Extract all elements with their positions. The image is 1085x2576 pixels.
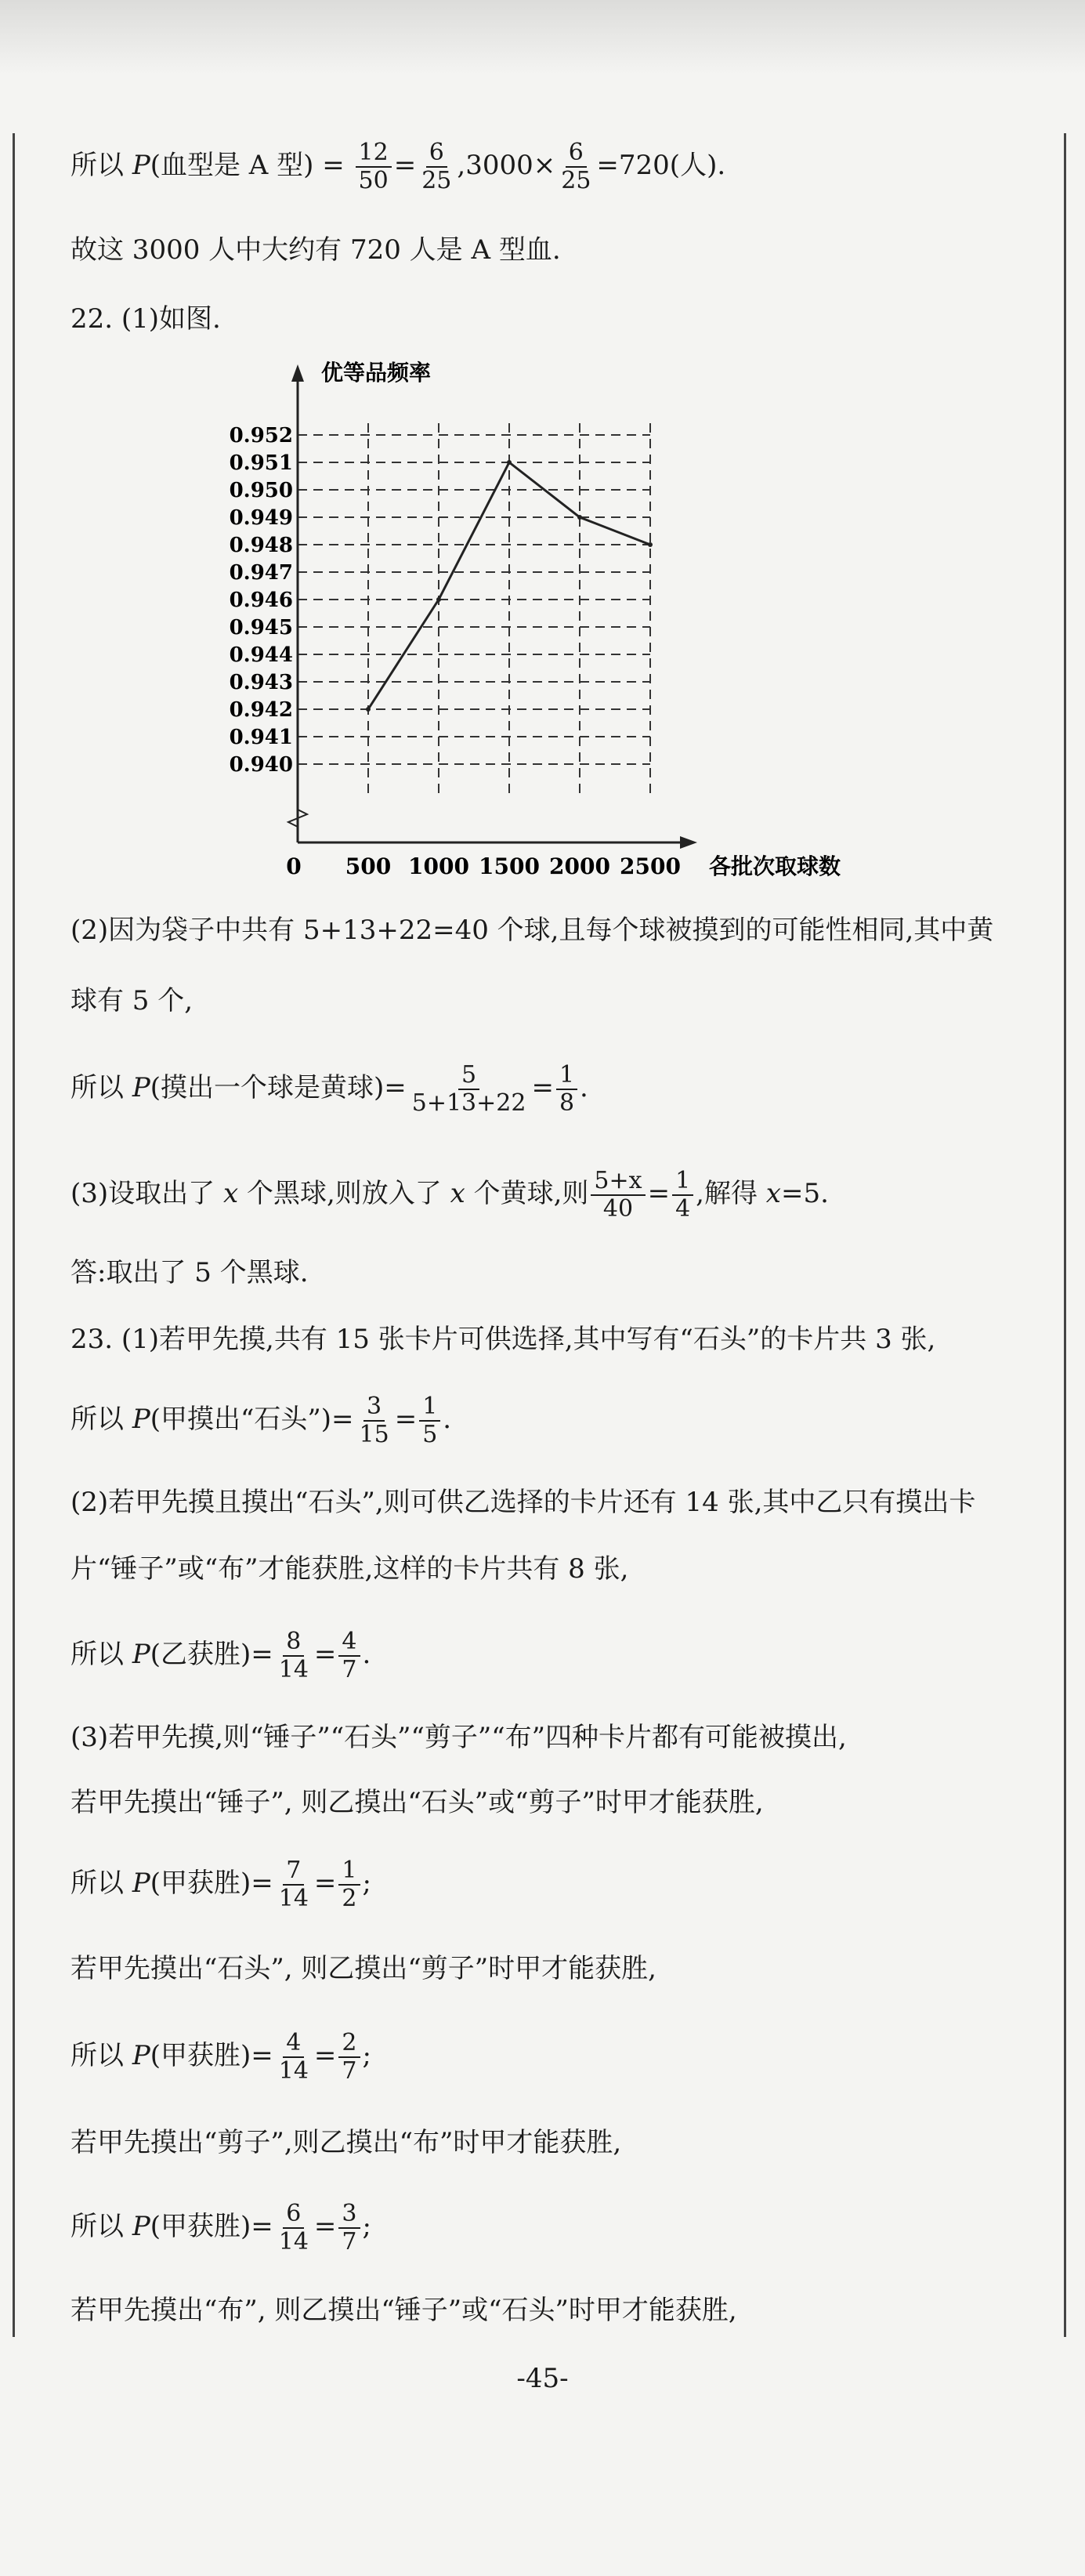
denominator: 15 [359,1421,389,1448]
equals: = [313,2040,337,2071]
data-point [436,597,441,602]
paren: ( [150,1868,161,1899]
equals: = [322,150,345,181]
y-tick-label: 0.952 [229,424,293,447]
text: (3)设取出了 [71,1178,215,1209]
equals: = [531,1072,554,1103]
numerator: 4 [338,1629,360,1657]
numerator: 3 [338,2201,360,2229]
fraction [276,2030,312,2085]
text: 所以 [71,1868,124,1899]
y-tick-label: 0.943 [229,671,293,694]
paren: ( [150,1404,161,1435]
fraction [558,139,594,194]
chart-axes [288,364,697,849]
numerator: 1 [672,1168,693,1196]
text: 所以 [71,2040,124,2071]
equals: = [313,2211,337,2242]
variable: x [450,1178,465,1209]
equals: = [384,1072,407,1103]
line-q22-2b: 球有 5 个, [71,985,193,1016]
numerator: 6 [566,139,587,168]
line-a-wins-probability-3 [71,2201,371,2255]
denominator: 7 [342,2057,357,2085]
text: 所以 [71,1072,124,1103]
denominator: 7 [342,1656,357,1683]
equals: = [251,2040,273,2071]
denominator: 14 [278,2228,309,2255]
numerator: 1 [419,1393,440,1422]
fraction [418,139,454,194]
numerator: 8 [283,1629,304,1657]
paren: ) [320,1404,331,1435]
y-tick-label: 0.948 [229,534,293,557]
denominator: 8 [559,1089,575,1117]
prob-symbol: P [132,1072,150,1103]
y-tick-label: 0.950 [229,479,293,502]
data-point [577,515,582,520]
x-tick-label: 500 [345,853,392,879]
prob-symbol: P [132,1639,150,1670]
fraction [672,1168,693,1223]
equals: = [251,1639,273,1670]
line-b-wins-probability [71,1629,371,1683]
paren: ( [150,2211,161,2242]
numerator: 1 [338,1857,360,1886]
prob-symbol: P [132,2040,150,2071]
equals: = [313,1639,337,1670]
paren: ( [150,1639,161,1670]
line-case-cloth: 若甲先摸出“布”, 则乙摸出“锤子”或“石头”时甲才能获胜, [71,2295,737,2326]
numerator: 6 [426,139,447,168]
numerator: 12 [356,139,392,168]
numerator: 1 [556,1062,577,1090]
line-stone-probability [71,1393,451,1448]
fraction [338,1857,360,1912]
denominator: 14 [278,1885,309,1912]
denominator: 14 [278,2057,309,2085]
line-q23-2a: (2)若甲先摸且摸出“石头”,则可供乙选择的卡片还有 14 张,其中乙只有摸出卡 [71,1487,976,1518]
prob-symbol: P [132,1404,150,1435]
event: 乙获胜 [160,1639,241,1670]
equals: = [394,1404,418,1435]
frequency-line-chart [227,357,917,897]
text: =720(人). [596,150,726,181]
line-q22-2a: (2)因为袋子中共有 5+13+22=40 个球,且每个球被摸到的可能性相同,其中黄 [71,915,994,946]
x-tick-label: 2500 [620,853,681,879]
fraction [356,139,392,194]
denominator: 25 [421,167,452,194]
y-tick-label: 0.946 [229,589,293,612]
event: 甲摸出“石头” [160,1404,321,1435]
fraction [591,1168,645,1223]
y-tick-label: 0.940 [229,753,293,777]
fraction [276,1857,312,1912]
y-tick-label: 0.941 [229,726,293,749]
paren: ) [373,1072,385,1103]
x-axis-label: 各批次取球数 [709,853,841,879]
denominator: 40 [602,1195,634,1223]
line-q23-1: 23. (1)若甲先摸,共有 15 张卡片可供选择,其中写有“石头”的卡片共 3 张, [71,1324,936,1355]
denominator: 14 [278,1656,309,1683]
fraction [409,1062,530,1117]
text: . [580,1072,588,1103]
fraction [338,2030,360,2085]
y-tick-label: 0.942 [229,698,293,722]
y-tick-label: 0.949 [229,506,293,530]
line-q23-3: (3)若甲先摸,则“锤子”“石头”“剪子”“布”四种卡片都有可能被摸出, [71,1722,847,1753]
y-tick-label: 0.944 [229,643,293,667]
paren: ) [240,1639,251,1670]
paren: ) [303,150,314,181]
data-point [507,460,512,465]
paren: ( [150,150,161,181]
line-conclusion: 故这 3000 人中大约有 720 人是 A 型血. [71,234,561,266]
text: 所以 [71,2211,124,2242]
line-answer: 答:取出了 5 个黑球. [71,1257,309,1288]
line-case-stone: 若甲先摸出“石头”, 则乙摸出“剪子”时甲才能获胜, [71,1953,656,1984]
equals: = [251,1868,273,1899]
data-point [648,542,653,547]
y-tick-label: 0.947 [229,561,293,585]
event: 甲获胜 [160,1868,241,1899]
page-number: -45- [516,2363,569,2394]
fraction [419,1393,440,1448]
denominator: 5+13+22 [411,1089,526,1117]
line-a-wins-probability-1 [71,1857,371,1912]
denominator: 5 [422,1421,438,1448]
text: 个黑球,则放入了 [246,1178,442,1209]
text: . [362,1639,371,1670]
text: ,解得 [696,1178,758,1209]
prob-symbol: P [132,150,150,181]
numerator: 7 [283,1857,304,1886]
event: 摸出一个球是黄球 [160,1072,374,1103]
numerator: 5+x [591,1168,645,1196]
event: 甲获胜 [160,2040,241,2071]
event: 甲获胜 [160,2211,241,2242]
equals: = [393,150,417,181]
equals: = [331,1404,354,1435]
text: 所以 [71,1639,124,1670]
line-q22-1: 22. (1)如图. [71,303,221,335]
paren: ( [150,2040,161,2071]
chart-grid [298,423,650,795]
line-case-hammer: 若甲先摸出“锤子”, 则乙摸出“石头”或“剪子”时甲才能获胜, [71,1787,764,1818]
fraction [276,2201,312,2255]
y-tick-label: 0.945 [229,616,293,639]
paren: ) [240,1868,251,1899]
numerator: 4 [283,2030,304,2058]
denominator: 7 [342,2228,357,2255]
line-a-wins-probability-2 [71,2030,371,2085]
paren: ) [240,2040,251,2071]
line-q23-2b: 片“锤子”或“布”才能获胜,这样的卡片共有 8 张, [71,1553,629,1585]
right-margin-rule [1064,133,1066,2337]
prob-symbol: P [132,2211,150,2242]
line-blood-type-probability [71,139,725,194]
line-case-scissors: 若甲先摸出“剪子”,则乙摸出“布”时甲才能获胜, [71,2127,622,2158]
text: 所以 [71,1404,124,1435]
left-margin-rule [13,133,15,2337]
denominator: 50 [358,167,389,194]
page-top-edge [0,0,1085,74]
fraction [556,1062,577,1117]
denominator: 4 [675,1195,691,1223]
y-axis-arrow-icon [291,364,304,382]
numerator: 6 [283,2201,304,2229]
x-tick-label: 1500 [479,853,540,879]
paren: ( [150,1072,161,1103]
equals: = [251,2211,273,2242]
numerator: 2 [338,2030,360,2058]
y-axis-label: 优等品频率 [321,360,432,386]
denominator: 2 [342,1885,357,1912]
variable: x [765,1178,781,1209]
x-tick-label: 2000 [549,853,610,879]
fraction [356,1393,392,1448]
fraction [276,1629,312,1683]
text: ,3000× [457,150,556,181]
x-tick-label: 1000 [408,853,469,879]
text: 所以 [71,150,124,181]
x-axis-arrow-icon [680,836,697,849]
denominator: 25 [561,167,591,194]
fraction [338,1629,360,1683]
prob-symbol: P [132,1868,150,1899]
numerator: 5 [458,1062,479,1090]
paren: ) [240,2211,251,2242]
origin-label: 0 [286,853,302,879]
line-yellow-probability [71,1062,588,1117]
variable: x [222,1178,239,1209]
text: 个黄球,则 [473,1178,589,1209]
y-tick-label: 0.951 [229,451,293,475]
text: ; [362,2211,371,2242]
line-q22-3 [71,1168,829,1223]
numerator: 3 [363,1393,385,1422]
text: ; [362,1868,371,1899]
data-point [366,707,371,712]
text: . [443,1404,452,1435]
text: =5. [780,1178,829,1209]
event: 血型是 A 型 [160,150,304,181]
equals: = [647,1178,671,1209]
text: ; [362,2040,371,2071]
equals: = [313,1868,337,1899]
fraction [338,2201,360,2255]
